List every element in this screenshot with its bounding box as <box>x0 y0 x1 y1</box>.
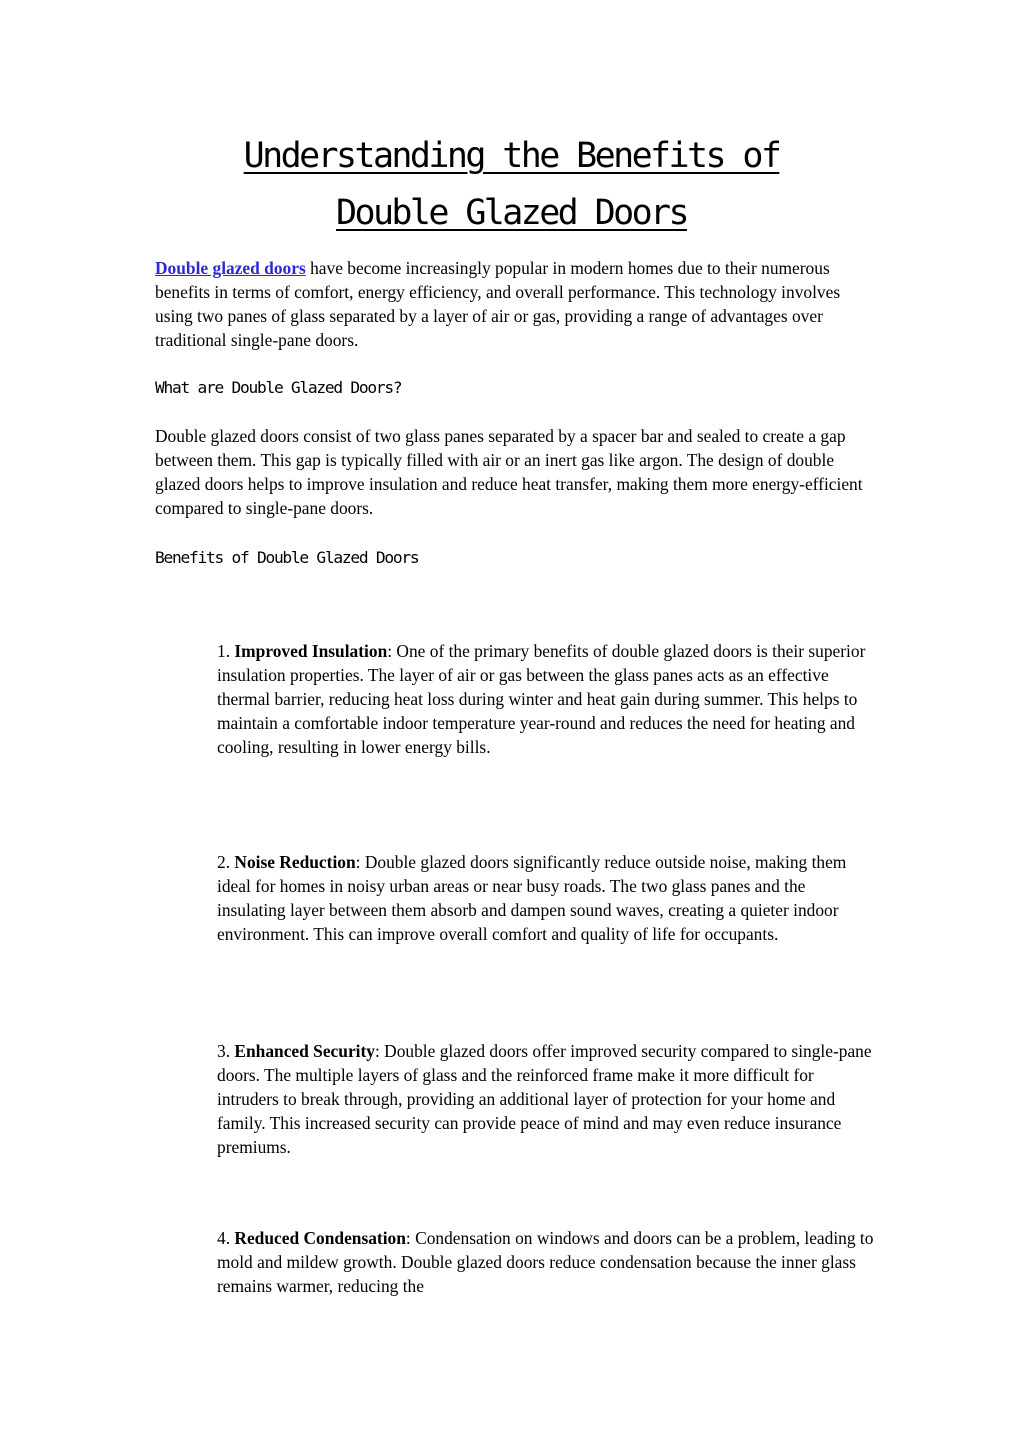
benefit-number: 1. <box>217 641 235 661</box>
intro-paragraph <box>155 256 875 352</box>
benefit-text: : Double glazed doors significantly reduce outside noise, making them ideal for homes in noisy urban areas or near busy roads. The two glass panes and the insulating layer between them absorb and dampen sound waves, creating a quieter indoor environment. This can improve overall comfort and quality of life for occupants. <box>217 852 847 944</box>
benefit-number: 3. <box>217 1041 235 1061</box>
benefit-text: : One of the primary benefits of double glazed doors is their superior insulation properties. The layer of air or gas between the glass panes acts as an effective thermal barrier, reducing heat loss during winter and heat gain during summer. This helps to maintain a comfortable indoor temperature year-round and reduces the need for heating and cooling, resulting in lower energy bills. <box>217 641 866 757</box>
benefit-title: Noise Reduction <box>234 852 356 872</box>
what-are-paragraph: Double glazed doors consist of two glass panes separated by a spacer bar and sealed to create a gap between them. This gap is typically filled with air or an inert gas like argon. The design of double glazed doors helps to improve insulation and reduce heat transfer, making them more energy-efficient compared to single-pane doors. <box>155 426 863 518</box>
benefit-title: Enhanced Security <box>234 1041 375 1061</box>
benefit-title: Reduced Condensation <box>234 1228 406 1248</box>
what-are-heading: What are Double Glazed Doors? <box>155 378 402 397</box>
benefit-number: 2. <box>217 852 235 872</box>
benefit-text: : Double glazed doors offer improved security compared to single-pane doors. The multiple layers of glass and the reinforced frame make it more difficult for intruders to break through, providing an additional layer of protection for your home and family. This increased security can provide peace of mind and may even reduce insurance premiums. <box>217 1041 872 1157</box>
benefit-item <box>217 1039 877 1159</box>
benefit-text: : Condensation on windows and doors can be a problem, leading to mold and mildew growth. Double glazed doors reduce condensation because the inner glass remains warmer, reducing the <box>217 1228 874 1296</box>
benefit-item <box>217 1226 877 1298</box>
page-title <box>150 128 873 242</box>
benefits-heading: Benefits of Double Glazed Doors <box>155 548 419 567</box>
benefit-number: 4. <box>217 1228 235 1248</box>
benefit-title: Improved Insulation <box>234 641 388 661</box>
benefit-item <box>217 639 877 759</box>
double-glazed-doors-link[interactable]: Double glazed doors <box>155 258 306 278</box>
title-line-1: Understanding the Benefits of <box>243 136 780 176</box>
title-line-2: Double Glazed Doors <box>336 193 687 233</box>
benefit-item <box>217 850 877 946</box>
intro-text: have become increasingly popular in modern homes due to their numerous benefits in terms of comfort, energy efficiency, and overall performance. This technology involves using two panes of glass separated by a layer of air or gas, providing a range of advantages over traditional single-pane doors. <box>155 258 841 350</box>
